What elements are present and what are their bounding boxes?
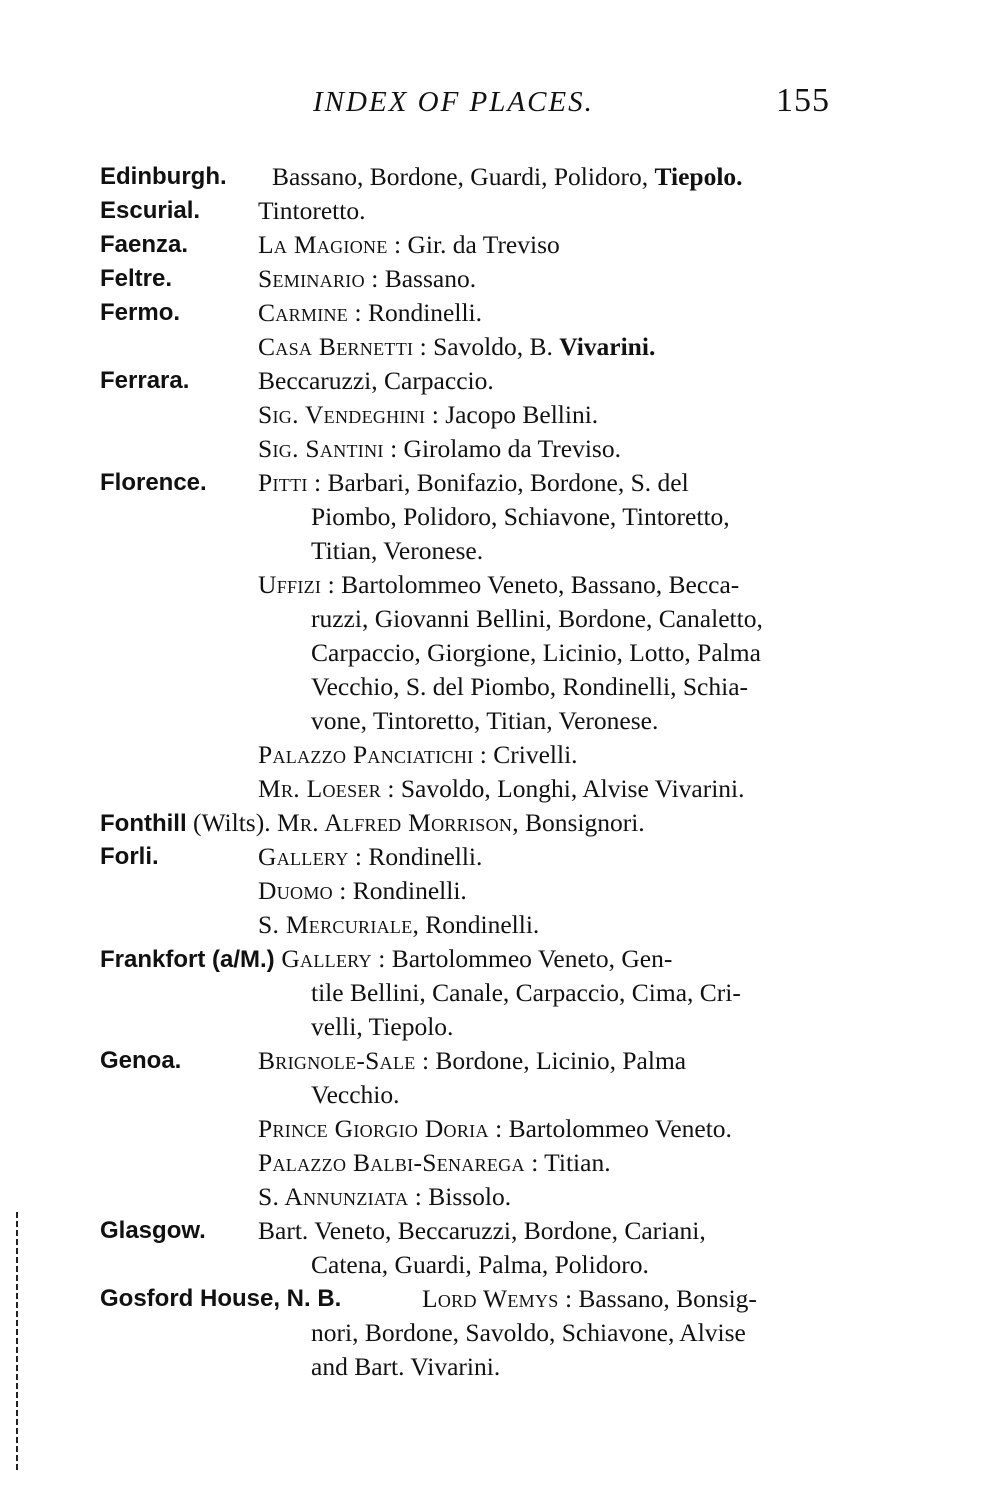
place-name: Forli.: [100, 843, 159, 870]
collection-name: Sig. Vendeghini: [258, 400, 426, 429]
collection-line: Seminario : Bassano.: [258, 264, 477, 293]
place-name: Genoa.: [100, 1047, 182, 1074]
collection-name: Prince Giorgio Doria: [258, 1114, 489, 1143]
index-subentry-genoa: [0, 1112, 1000, 1146]
index-subentry-florence: [0, 568, 1000, 602]
place-name: Frankfort: [100, 946, 206, 973]
continuation-line: Titian, Veronese.: [311, 536, 484, 565]
collection-name: Gallery: [281, 944, 372, 973]
continuation-line: Vecchio, S. del Piombo, Rondinelli, Schia-: [311, 672, 748, 701]
index-subentry-fermo: [0, 330, 1000, 364]
collection-name: Mr. Alfred Morrison: [276, 808, 513, 837]
index-entry-glasgow: [0, 1214, 1000, 1248]
artist-list: Beccaruzzi, Carpaccio.: [258, 366, 494, 395]
continuation-line: Carpaccio, Giorgione, Licinio, Lotto, Palma: [311, 638, 761, 667]
place-line: Frankfort (a/M.) Gallery : Bartolommeo Veneto, Gen-: [100, 944, 673, 973]
collection-name: S. Mercuriale: [258, 910, 413, 939]
collection-line: Casa Bernetti : Savoldo, B. Vivarini.: [258, 332, 656, 361]
collection-line: Gallery : Rondinelli.: [258, 842, 483, 871]
collection-line: Carmine : Rondinelli.: [258, 298, 482, 327]
index-subentry-ferrara: [0, 432, 1000, 466]
collection-name: Carmine: [258, 298, 349, 327]
collection-name: Brignole-Sale: [258, 1046, 416, 1075]
index-entry-florence: [0, 466, 1000, 500]
index-entry-edinburgh: [0, 160, 1000, 194]
index-subentry-florence: [0, 738, 1000, 772]
place-name: Faenza.: [100, 231, 189, 258]
continuation-line: velli, Tiepolo.: [311, 1012, 454, 1041]
index-entry-genoa: [0, 1044, 1000, 1078]
collection-line: Palazzo Panciatichi : Crivelli.: [258, 740, 578, 769]
continuation-line: and Bart. Vivarini.: [311, 1352, 501, 1381]
continuation-line: ruzzi, Giovanni Bellini, Bordone, Canaletto,: [311, 604, 763, 633]
place-name: Fermo.: [100, 299, 181, 326]
running-header: [0, 82, 1000, 126]
collection-line: S. Mercuriale, Rondinelli.: [258, 910, 540, 939]
place-name: Escurial.: [100, 197, 201, 224]
collection-name: Lord Wemys: [422, 1284, 559, 1313]
collection-line: Uffizi : Bartolommeo Veneto, Bassano, Becca-: [258, 570, 740, 599]
index-subentry-genoa: [0, 1180, 1000, 1214]
collection-line: Prince Giorgio Doria : Bartolommeo Veneto.: [258, 1114, 732, 1143]
index-entry-feltre: [0, 262, 1000, 296]
artist-list: Tintoretto.: [258, 196, 366, 225]
place-name: Edinburgh.: [100, 163, 227, 190]
place-name: Florence.: [100, 469, 207, 496]
continuation-line: Piombo, Polidoro, Schiavone, Tintoretto,: [311, 502, 730, 531]
index-subentry-genoa: [0, 1146, 1000, 1180]
index-entry-fonthill: [0, 806, 1000, 840]
running-head-title: INDEX OF PLACES.: [313, 86, 594, 118]
collection-name: Gallery: [258, 842, 349, 871]
collection-name: Seminario: [258, 264, 365, 293]
index-entry-escurial: [0, 194, 1000, 228]
collection-line: Pitti : Barbari, Bonifazio, Bordone, S. del: [258, 468, 689, 497]
collection-name: Duomo: [258, 876, 333, 905]
continuation-line: vone, Tintoretto, Titian, Veronese.: [311, 706, 659, 735]
collection-line: Sig. Vendeghini : Jacopo Bellini.: [258, 400, 599, 429]
collection-name: Casa Bernetti: [258, 332, 414, 361]
page-number: 155: [776, 82, 830, 119]
collection-line: Lord Wemys : Bassano, Bonsig-: [422, 1284, 757, 1313]
collection-name: La Magione: [258, 230, 388, 259]
index-entry-gosford-house: [0, 1282, 1000, 1316]
place-name: Glasgow.: [100, 1217, 206, 1244]
index-subentry-florence: [0, 772, 1000, 806]
collection-line: Brignole-Sale : Bordone, Licinio, Palma: [258, 1046, 687, 1075]
index-subentry-forli: [0, 908, 1000, 942]
collection-line: La Magione : Gir. da Treviso: [258, 230, 560, 259]
index-subentry-ferrara: [0, 398, 1000, 432]
place-line: Fonthill (Wilts). Mr. Alfred Morrison, Bonsignori.: [100, 808, 645, 837]
scan-margin-rule: [16, 1212, 18, 1472]
continuation-line: nori, Bordone, Savoldo, Schiavone, Alvise: [311, 1318, 746, 1347]
artist-list: Bart. Veneto, Beccaruzzi, Bordone, Cariani,: [258, 1216, 706, 1245]
collection-line: Palazzo Balbi-Senarega : Titian.: [258, 1148, 611, 1177]
continuation-line: tile Bellini, Canale, Carpaccio, Cima, Cri-: [311, 978, 741, 1007]
index-entry-frankfort: [0, 942, 1000, 976]
place-name: Fonthill: [100, 810, 187, 837]
collection-name: Pitti: [258, 468, 308, 497]
index-entry-ferrara: [0, 364, 1000, 398]
collection-name: Mr. Loeser: [258, 774, 382, 803]
place-name: Gosford House, N. B.: [100, 1285, 342, 1312]
index-subentry-forli: [0, 874, 1000, 908]
collection-line: Sig. Santini : Girolamo da Treviso.: [258, 434, 621, 463]
collection-line: Mr. Loeser : Savoldo, Longhi, Alvise Vivarini.: [258, 774, 745, 803]
continuation-line: Vecchio.: [311, 1080, 400, 1109]
collection-name: Palazzo Balbi-Senarega: [258, 1148, 525, 1177]
collection-name: Sig. Santini: [258, 434, 384, 463]
continuation-line: Catena, Guardi, Palma, Polidoro.: [311, 1250, 649, 1279]
index-entry-forli: [0, 840, 1000, 874]
index-entry-faenza: [0, 228, 1000, 262]
collection-name: Uffizi: [258, 570, 322, 599]
collection-line: Duomo : Rondinelli.: [258, 876, 467, 905]
collection-line: S. Annunziata : Bissolo.: [258, 1182, 512, 1211]
index-entry-fermo: [0, 296, 1000, 330]
collection-name: Palazzo Panciatichi: [258, 740, 474, 769]
place-name: Ferrara.: [100, 367, 190, 394]
collection-name: S. Annunziata: [258, 1182, 409, 1211]
place-name: Feltre.: [100, 265, 173, 292]
artist-list: Bassano, Bordone, Guardi, Polidoro, Tiepolo.: [272, 162, 743, 191]
